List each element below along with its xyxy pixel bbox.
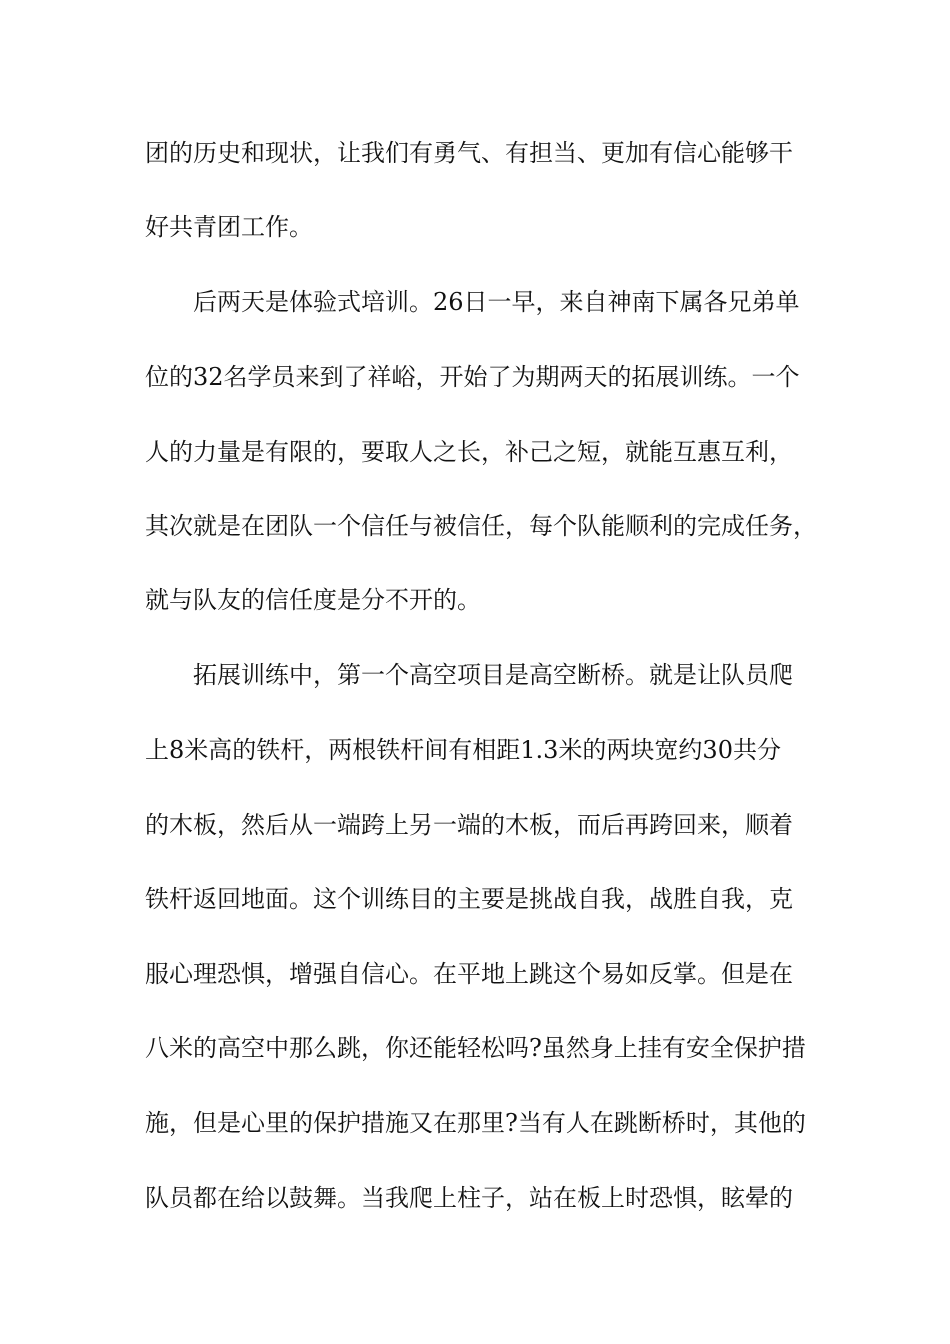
- text-line: 就与队友的信任度是分不开的。: [145, 586, 481, 614]
- text-line: 服心理恐惧，增强自信心。在平地上跳这个易如反掌。但是在: [145, 960, 793, 988]
- paragraph-start-line: 后两天是体验式培训。26日一早，来自神南下属各兄弟单: [193, 288, 800, 316]
- text-line: 上8米高的铁杆，两根铁杆间有相距1.3米的两块宽约30共分: [145, 736, 781, 764]
- text-line: 施，但是心里的保护措施又在那里?当有人在跳断桥时，其他的: [145, 1109, 806, 1137]
- text-line: 的木板，然后从一端跨上另一端的木板，而后再跨回来，顺着: [145, 811, 793, 839]
- text-line: 位的32名学员来到了祥峪，开始了为期两天的拓展训练。一个: [145, 363, 800, 391]
- paragraph-start-line: 拓展训练中，第一个高空项目是高空断桥。就是让队员爬: [193, 661, 793, 689]
- text-line: 其次就是在团队一个信任与被信任，每个队能顺利的完成任务，: [145, 512, 817, 540]
- text-line: 铁杆返回地面。这个训练目的主要是挑战自我，战胜自我，克: [145, 885, 793, 913]
- text-line: 队员都在给以鼓舞。当我爬上柱子，站在板上时恐惧，眩晕的: [145, 1184, 793, 1212]
- text-line: 好共青团工作。: [145, 213, 313, 241]
- text-line: 团的历史和现状，让我们有勇气、有担当、更加有信心能够干: [145, 139, 793, 167]
- text-line: 八米的高空中那么跳，你还能轻松吗?虽然身上挂有安全保护措: [145, 1034, 806, 1062]
- text-line: 人的力量是有限的，要取人之长，补己之短，就能互惠互利，: [145, 438, 793, 466]
